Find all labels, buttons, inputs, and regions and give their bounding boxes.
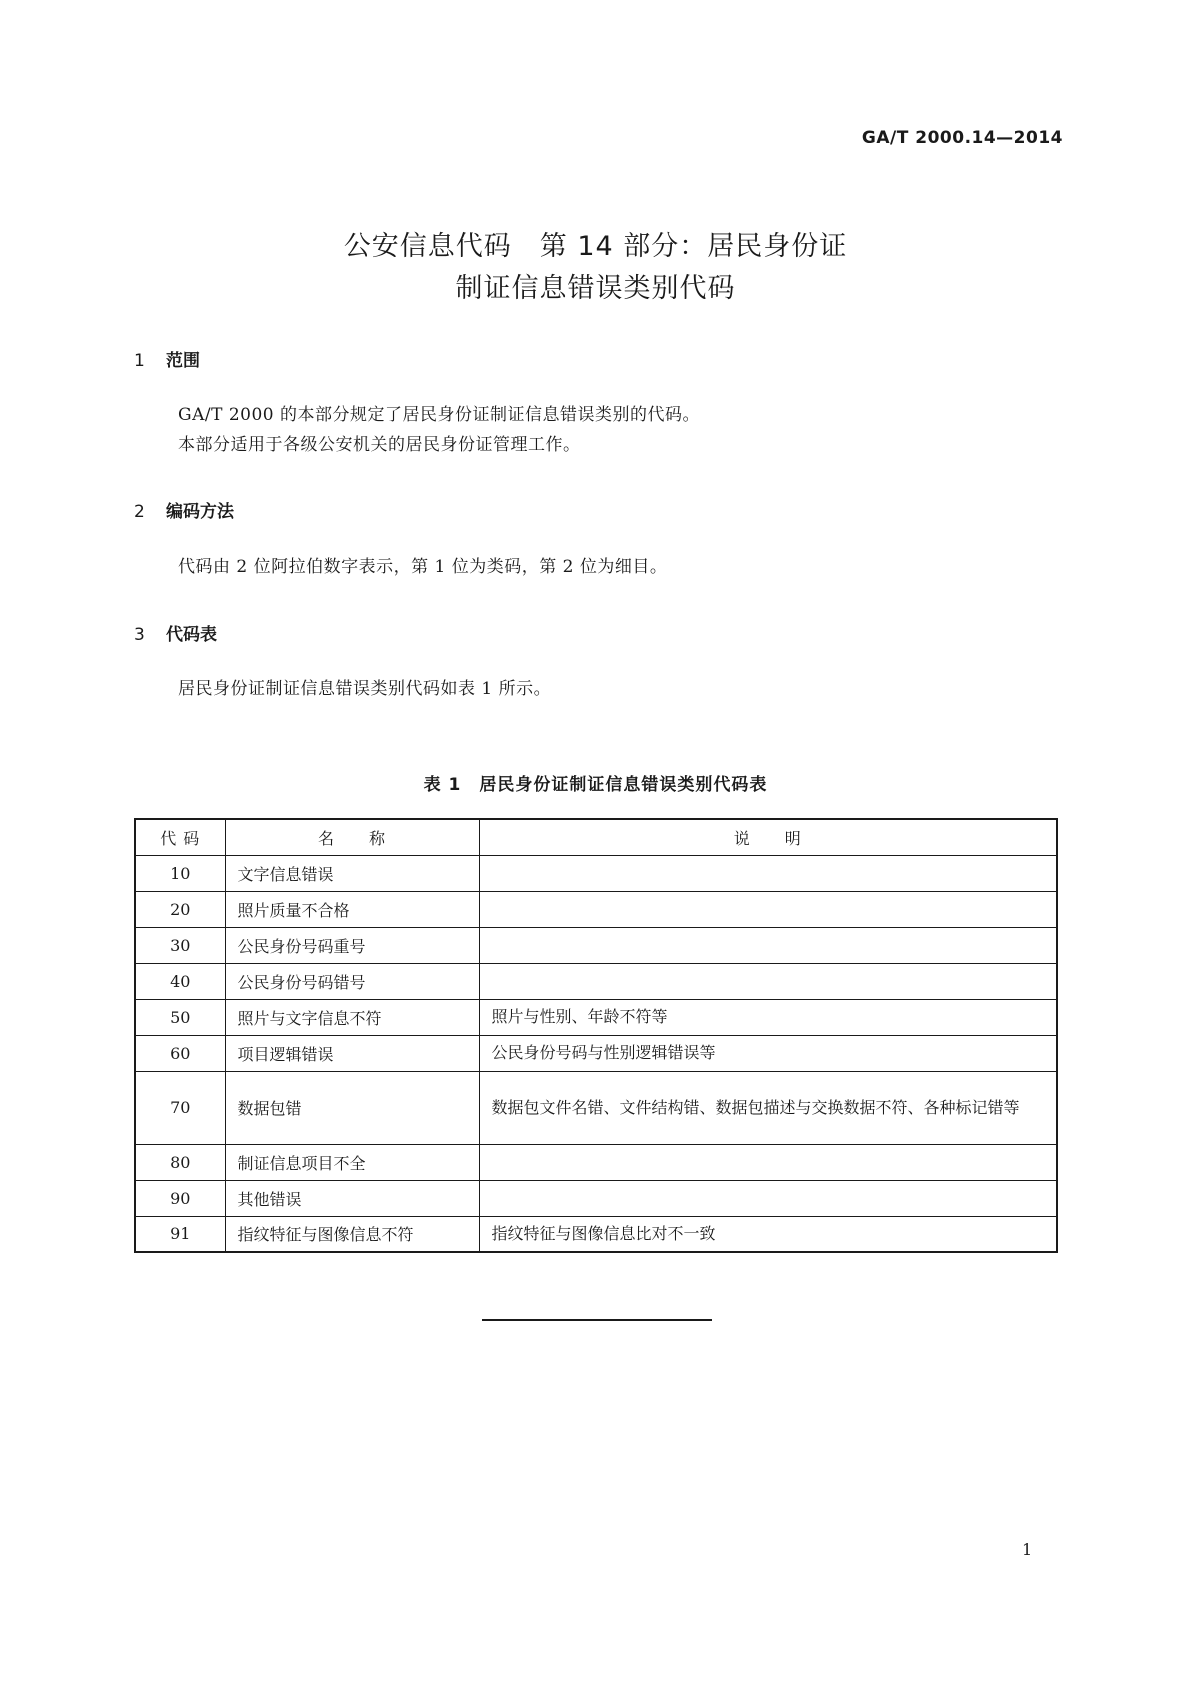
error-code-table — [134, 818, 1058, 1253]
section-2-paragraph-1: 代码由 2 位阿拉伯数字表示，第 1 位为类码，第 2 位为细目。 — [178, 557, 668, 577]
cell-code: 60 — [135, 1035, 225, 1071]
cell-name: 数据包错 — [225, 1071, 479, 1144]
cell-name: 指纹特征与图像信息不符 — [225, 1216, 479, 1252]
section-1-heading — [134, 346, 200, 371]
section-number: 3 — [134, 625, 145, 645]
cell-desc — [479, 891, 1057, 927]
table-row — [135, 1071, 1057, 1144]
header-code: 代 码 — [135, 819, 225, 855]
cell-name: 公民身份号码错号 — [225, 963, 479, 999]
cell-code: 20 — [135, 891, 225, 927]
section-3-heading — [134, 620, 217, 645]
table-caption: 表 1 居民身份证制证信息错误类别代码表 — [423, 775, 768, 795]
cell-desc — [479, 1180, 1057, 1216]
cell-code: 80 — [135, 1144, 225, 1180]
cell-desc — [479, 963, 1057, 999]
cell-desc — [479, 855, 1057, 891]
cell-code: 90 — [135, 1180, 225, 1216]
cell-name: 制证信息项目不全 — [225, 1144, 479, 1180]
cell-name: 公民身份号码重号 — [225, 927, 479, 963]
section-number: 2 — [134, 502, 145, 522]
cell-name: 照片与文字信息不符 — [225, 999, 479, 1035]
end-of-text-rule — [482, 1319, 712, 1321]
cell-code: 91 — [135, 1216, 225, 1252]
cell-name: 文字信息错误 — [225, 855, 479, 891]
cell-code: 40 — [135, 963, 225, 999]
cell-name: 其他错误 — [225, 1180, 479, 1216]
header-name: 名 称 — [225, 819, 479, 855]
table-row — [135, 1035, 1057, 1071]
table-row — [135, 963, 1057, 999]
section-1-paragraph-2: 本部分适用于各级公安机关的居民身份证管理工作。 — [178, 435, 581, 455]
cell-code: 50 — [135, 999, 225, 1035]
section-title: 范围 — [166, 351, 200, 371]
section-title: 代码表 — [166, 625, 217, 645]
cell-code: 70 — [135, 1071, 225, 1144]
cell-code: 10 — [135, 855, 225, 891]
cell-desc: 指纹特征与图像信息比对不一致 — [479, 1216, 1057, 1252]
table-row — [135, 999, 1057, 1035]
section-1-paragraph-1: GA/T 2000 的本部分规定了居民身份证制证信息错误类别的代码。 — [178, 405, 700, 425]
table-header-row — [135, 819, 1057, 855]
cell-desc: 数据包文件名错、文件结构错、数据包描述与交换数据不符、各种标记错等 — [479, 1071, 1057, 1144]
section-title: 编码方法 — [166, 502, 234, 522]
standard-code: GA/T 2000.14—2014 — [861, 128, 1063, 148]
cell-desc — [479, 1144, 1057, 1180]
table-row — [135, 891, 1057, 927]
cell-desc: 公民身份号码与性别逻辑错误等 — [479, 1035, 1057, 1071]
header-desc: 说 明 — [479, 819, 1057, 855]
section-number: 1 — [134, 351, 145, 371]
table-row — [135, 927, 1057, 963]
title-line-2: 制证信息错误类别代码 — [455, 273, 736, 304]
cell-name: 照片质量不合格 — [225, 891, 479, 927]
table-row — [135, 855, 1057, 891]
table-row — [135, 1216, 1057, 1252]
cell-desc: 照片与性别、年龄不符等 — [479, 999, 1057, 1035]
section-2-heading — [134, 497, 234, 522]
document-title — [0, 226, 1191, 310]
page-number: 1 — [1022, 1540, 1033, 1559]
cell-code: 30 — [135, 927, 225, 963]
table-row — [135, 1180, 1057, 1216]
cell-name: 项目逻辑错误 — [225, 1035, 479, 1071]
table-row — [135, 1144, 1057, 1180]
title-line-1: 公安信息代码 第 14 部分：居民身份证 — [343, 231, 848, 262]
section-3-paragraph-1: 居民身份证制证信息错误类别代码如表 1 所示。 — [178, 679, 552, 699]
cell-desc — [479, 927, 1057, 963]
